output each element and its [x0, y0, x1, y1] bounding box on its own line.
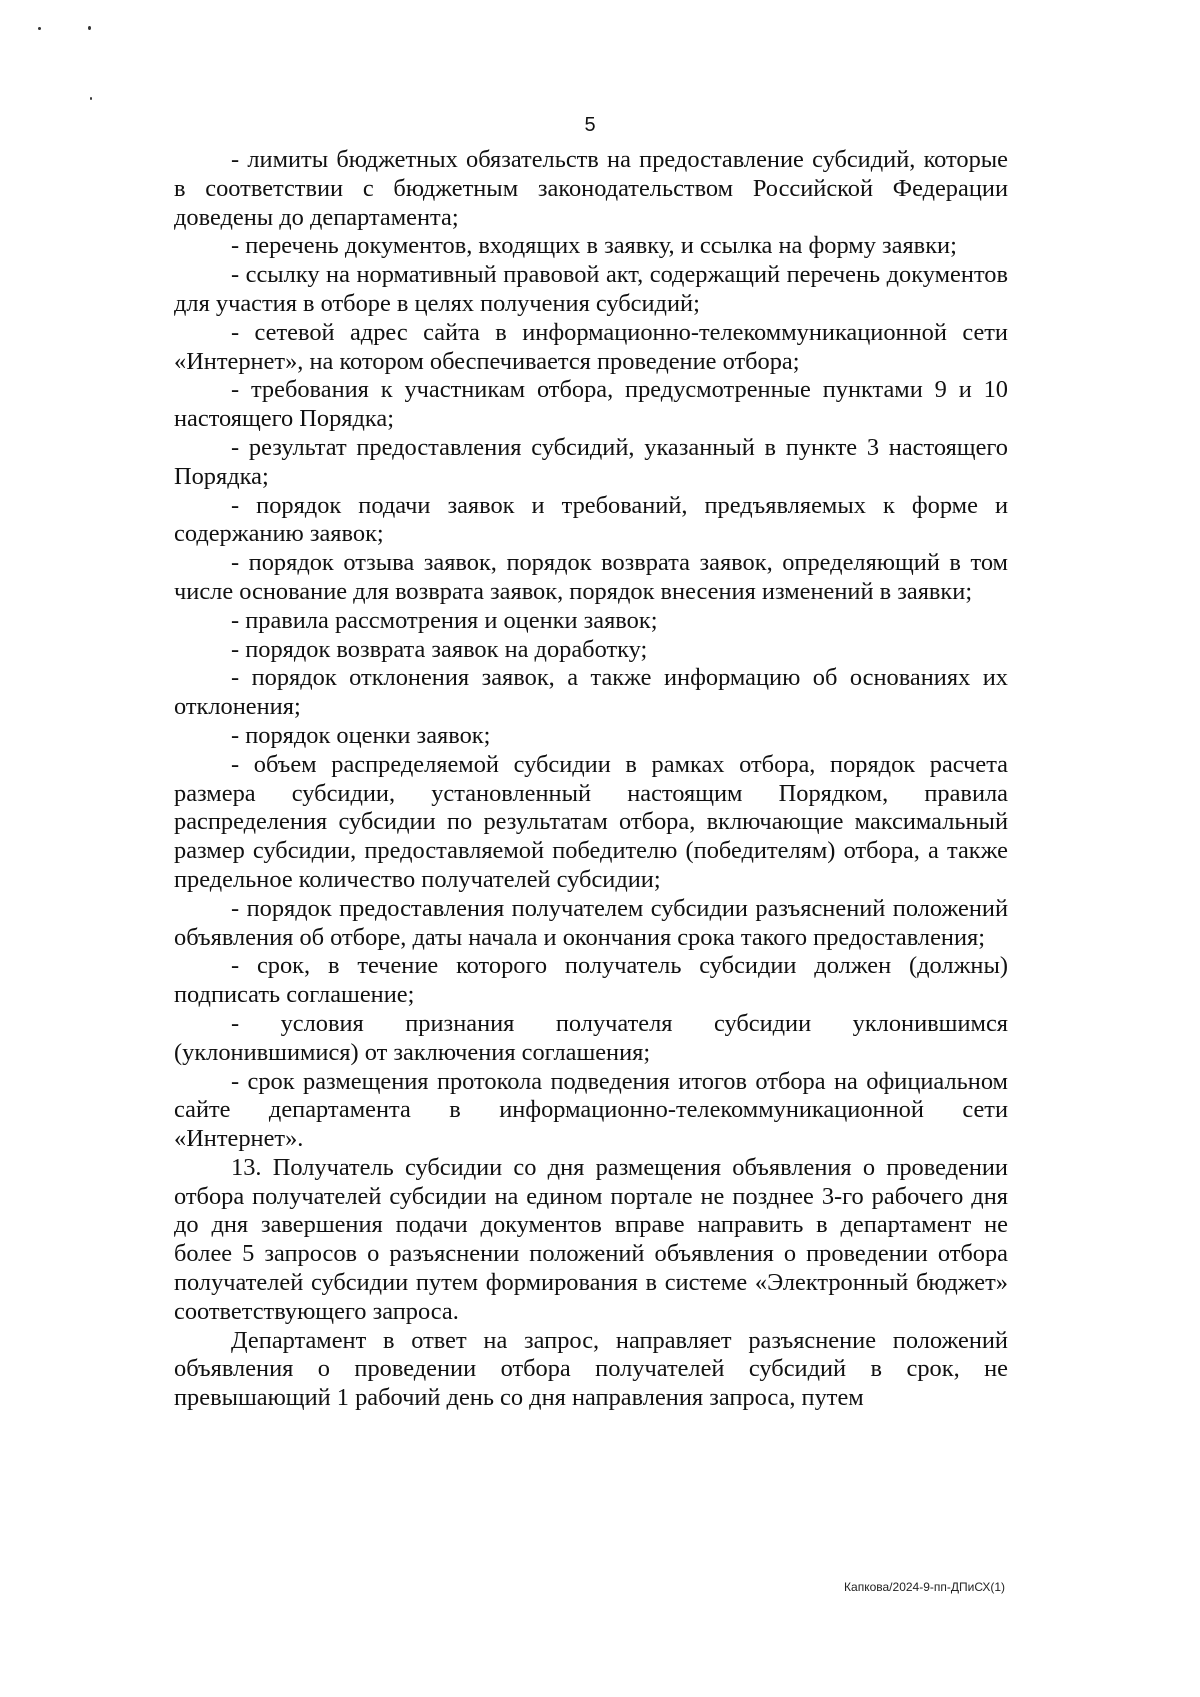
- body-paragraph: - ссылку на нормативный правовой акт, содержащий перечень документов для участия в отборе в целях получения субсидий;: [174, 261, 1008, 317]
- body-paragraph: - сетевой адрес сайта в информационно-телекоммуникационной сети «Интернет», на котором обеспечивается проведение отбора;: [174, 318, 1008, 375]
- body-paragraph: - порядок отклонения заявок, а также информацию об основаниях их отклонения;: [174, 664, 1008, 721]
- body-paragraph: - условия признания получателя субсидии уклонившимся (уклонившимися) от заключения соглашения;: [174, 1009, 1008, 1066]
- body-paragraph: - объем распределяемой субсидии в рамках отбора, порядок расчета размера субсидии, установленный настоящим Порядком, правила распределения субсидии по результатам отбора, включающие максимальный размер субсидии, предоставляемой победителю (победителям) отбора, а также предельное количество получателей субсидии;: [174, 750, 1008, 893]
- document-footer-code: Капкова/2024-9-пп-ДПиСХ(1): [844, 1580, 1005, 1594]
- body-paragraph: - срок, в течение которого получатель субсидии должен (должны) подписать соглашение;: [174, 952, 1008, 1009]
- body-paragraph: - порядок предоставления получателем субсидии разъяснений положений объявления об отборе, даты начала и окончания срока такого предоставления;: [174, 894, 1008, 951]
- body-paragraph: - порядок возврата заявок на доработку;: [231, 635, 648, 663]
- body-paragraph: - срок размещения протокола подведения итогов отбора на официальном сайте департамента в информационно-телекоммуникационной сети «Интернет».: [174, 1067, 1008, 1153]
- body-paragraph: - правила рассмотрения и оценки заявок;: [231, 606, 658, 634]
- body-paragraph: Департамент в ответ на запрос, направляет разъяснение положений объявления о проведении отбора получателей субсидий в срок, не превышающий 1 рабочий день со дня направления запроса, путем: [174, 1326, 1008, 1412]
- body-paragraph: - порядок подачи заявок и требований, предъявляемых к форме и содержанию заявок;: [174, 491, 1008, 548]
- body-paragraph: - порядок отзыва заявок, порядок возврата заявок, определяющий в том числе основание для возврата заявок, порядок внесения изменений в заявки;: [174, 549, 1008, 605]
- body-paragraph: - требования к участникам отбора, предусмотренные пунктами 9 и 10 настоящего Порядка;: [174, 376, 1008, 433]
- body-paragraph: - лимиты бюджетных обязательств на предоставление субсидий, которые в соответствии с бюджетным законодательством Российской Федерации доведены до департамента;: [174, 146, 1008, 231]
- scan-speck: [90, 97, 92, 100]
- document-body: [174, 146, 1008, 1413]
- scan-speck: [88, 26, 91, 30]
- page-number: 5: [584, 114, 596, 136]
- scan-speck: [38, 27, 41, 30]
- body-paragraph: 13. Получатель субсидии со дня размещения объявления о проведении отбора получателей субсидии на едином портале не позднее 3-го рабочего дня до дня завершения подачи документов вправе направить в департамент не более 5 запросов о разъяснении положений объявления о проведении отбора получателей субсидии путем формирования в системе «Электронный бюджет» соответствующего запроса.: [174, 1153, 1008, 1325]
- body-paragraph: - результат предоставления субсидий, указанный в пункте 3 настоящего Порядка;: [174, 433, 1008, 490]
- body-paragraph: - порядок оценки заявок;: [231, 721, 491, 749]
- body-paragraph: - перечень документов, входящих в заявку, и ссылка на форму заявки;: [231, 232, 957, 260]
